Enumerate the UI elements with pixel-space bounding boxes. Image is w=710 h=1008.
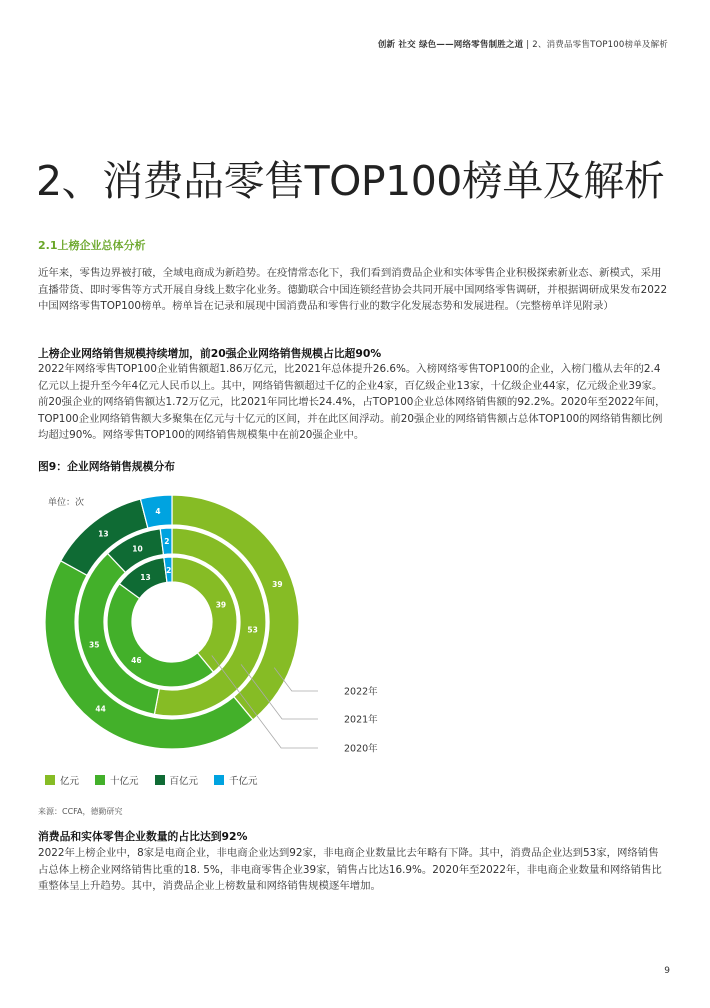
legend-swatch [95,775,105,785]
slice-value-label: 44 [95,704,106,714]
slice-value-label: 13 [98,529,109,539]
slice-value-label: 13 [140,573,151,583]
series-label: 2022年 [344,686,378,698]
legend-label: 百亿元 [169,776,199,787]
legend-item-yi [45,773,79,787]
figure-source: 来源：CCFA，德勤研究 [38,807,123,816]
slice-value-label: 46 [131,655,142,665]
legend-label: 亿元 [60,776,80,787]
legend-label: 千亿元 [229,776,258,787]
section-title: 2.1上榜企业总体分析 [38,239,146,252]
legend-item-baiyi [155,773,199,787]
paragraph-1: 2022年网络零售TOP100企业销售额超1.86万亿元，比2021年总体提升26.6%。入榜网络零售TOP100的企业，入榜门槛从去年的2.4亿元以上提升至今年4亿元人民币以上。其中，网络销售额超过千亿的企业4家，百亿级企业13家，十亿级企业44家，亿元级企业39家。前20强企业的网络销售额达1.72万亿元，比2021年同比增长24.4%，占TOP100企业总体网络销售额的92.2%。2020年至2022年间，TOP100企业网络销售额大多聚集在亿元与十亿元的区间，并在此区间浮动。前20强企业的网络销售额占总体TOP100的网络销售额比例均超过90%。网络零售TOP100的网络销售规模集中在前20强企业中。 [38,363,666,441]
slice-value-label: 2 [166,566,172,576]
series-label: 2021年 [344,714,378,726]
page-number: 9 [664,966,670,976]
unit-label: 单位：次 [48,498,85,508]
paragraph-2: 2022年上榜企业中，8家是电商企业，非电商企业达到92家，非电商企业数量比去年略有下降。其中，消费品企业达到53家，网络销售占总体上榜企业网络销售比重的18. 5%，非电商零售企业39家，销售占比达16.9%。2020年至2022年，非电商企业数量和网络销售比重整体呈上升趋势。其中，消费品企业上榜数量和网络销售规模逐年增加。 [38,847,662,892]
slice-value-label: 53 [247,625,258,635]
series-label: 2020年 [344,743,378,755]
slice-value-label: 2 [164,537,170,547]
subheading-2: 消费品和实体零售企业数量的占比达到92% [38,830,248,843]
page-title: 2、消费品零售TOP100榜单及解析 [36,157,665,205]
header-rest: | 2、消费品零售TOP100榜单及解析 [523,40,668,50]
slice-value-label: 10 [132,544,143,554]
slice-value-label: 35 [88,640,100,650]
legend-swatch [45,775,55,785]
slice-value-label: 39 [215,600,227,610]
figure-title: 图9：企业网络销售规模分布 [38,460,176,473]
slice-value-label: 39 [272,580,283,590]
intro-paragraph: 近年来，零售边界被打破，全域电商成为新趋势。在疫情常态化下，我们看到消费品企业和实体零售企业积极探索新业态、新模式，采用直播带货、即时零售等方式开展自身线上数字化业务。德勤联合中国连锁经营协会共同开展中国网络零售调研，并根据调研成果发布2022中国网络零售TOP100榜单。榜单旨在记录和展现中国消费品和零售行业的数字化发展态势和发展进程。（完整榜单详见附录） [38,267,668,312]
legend-item-shiyi [95,773,139,787]
slice-value-label: 4 [155,506,161,516]
chart-legend [45,773,258,787]
legend-item-qianyi [214,773,258,787]
legend-label: 十亿元 [110,776,139,787]
legend-swatch [214,775,224,785]
header-bold: 创新 社交 绿色——网络零售制胜之道 [377,40,524,50]
subheading-1: 上榜企业网络销售规模持续增加，前20强企业网络销售规模占比超90% [38,347,382,360]
legend-swatch [155,775,165,785]
